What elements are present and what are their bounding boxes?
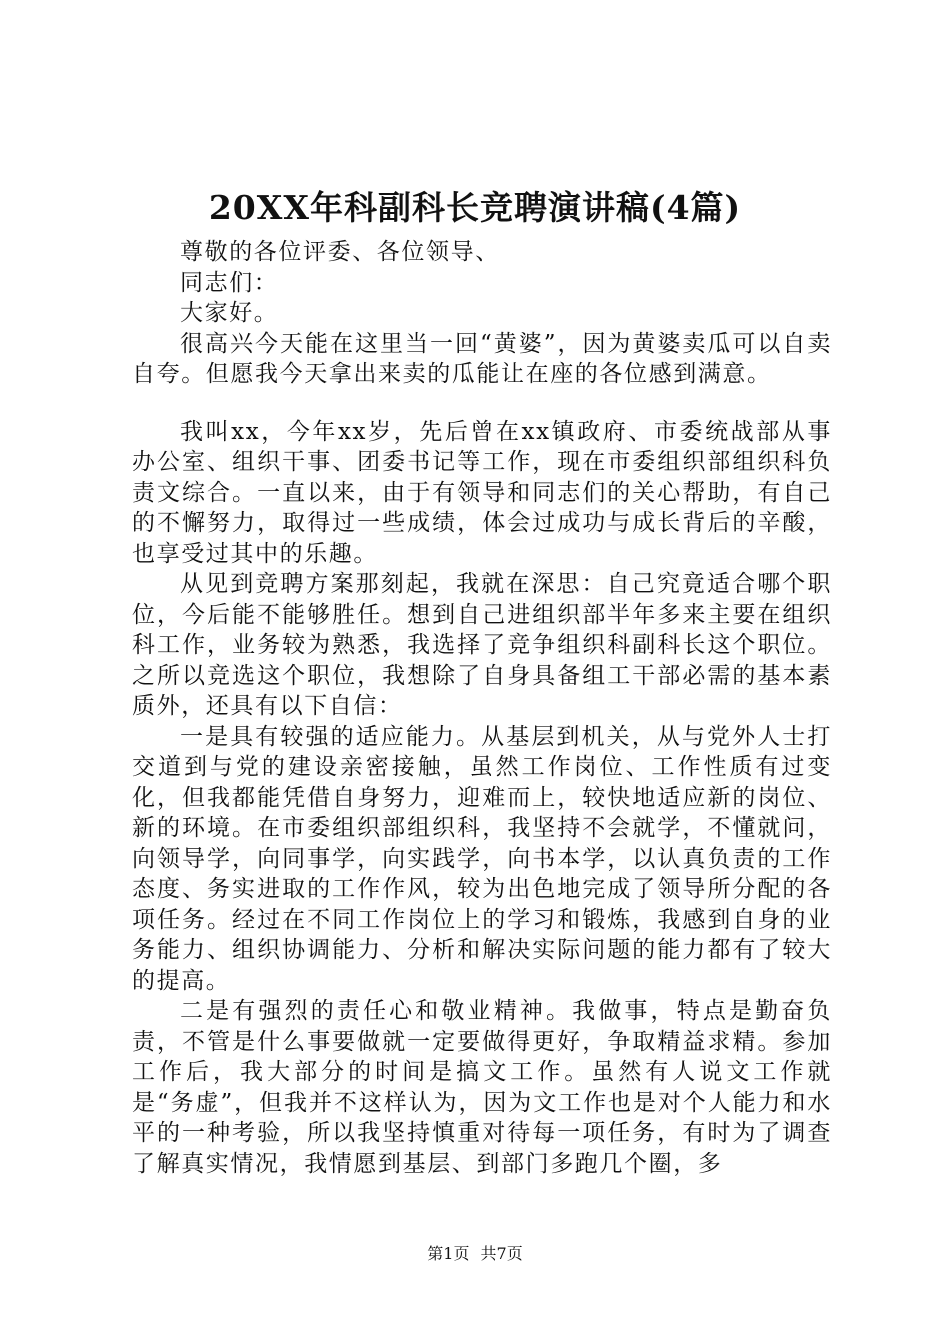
salutation-line-2: 同志们： [180,269,279,296]
position-choice-paragraph: 从见到竞聘方案那刻起，我就在深思：自己究竟适合哪个职位，今后能不能够胜任。想到自己进组织部半年多来主要在组织科工作，业务较为熟悉，我选择了竞争组织科副科长这个职位。之所以竞选这个职位，我想除了自身具备组工干部必需的基本素质外，还具有以下自信： [132,571,832,719]
adaptability-paragraph: 一是具有较强的适应能力。从基层到机关，从与党外人士打交道到与党的建设亲密接触，虽然工作岗位、工作性质有过变化，但我都能凭借自身努力，迎难而上，较快地适应新的岗位、新的环境。在市委组织部组织科，我坚持不会就学，不懂就问，向领导学，向同事学，向实践学，向书本学，以认真负责的工作态度、务实进取的工作作风，较为出色地完成了领导所分配的各项任务。经过在不同工作岗位上的学习和锻炼，我感到自身的业务能力、组织协调能力、分析和解决实际问题的能力都有了较大的提高。 [132,723,832,994]
page-number: 第1页 [427,1244,470,1263]
page-total: 共7页 [480,1244,523,1263]
document-body [132,237,832,1179]
page-footer [0,1243,950,1265]
greeting-paragraph: 大家好。 [180,300,279,326]
document-title: 20XX年科副科长竞聘演讲稿(4篇) [208,188,742,227]
self-introduction-paragraph: 我叫xx，今年xx岁，先后曾在xx镇政府、市委统战部从事办公室、组织干事、团委书记等工作，现在市委组织部组织科负责文综合。一直以来，由于有领导和同志们的关心帮助，有自己的不懈努力，取得过一些成绩，体会过成功与成长背后的辛酸，也享受过其中的乐趣。 [132,418,832,567]
responsibility-paragraph: 二是有强烈的责任心和敬业精神。我做事，特点是勤奋负责，不管是什么事要做就一定要做得更好，争取精益求精。参加工作后，我大部分的时间是搞文工作。虽然有人说文工作就是“务虚”，但我并不这样认为，因为文工作也是对个人能力和水平的一种考验，所以我坚持慎重对待每一项任务，有时为了调查了解真实情况，我情愿到基层、到部门多跑几个圈，多 [132,998,832,1177]
opening-paragraph: 很高兴今天能在这里当一回“黄婆”，因为黄婆卖瓜可以自卖自夸。但愿我今天拿出来卖的瓜能让在座的各位感到满意。 [132,330,832,387]
salutation-line-1: 尊敬的各位评委、各位领导、 [180,239,500,265]
